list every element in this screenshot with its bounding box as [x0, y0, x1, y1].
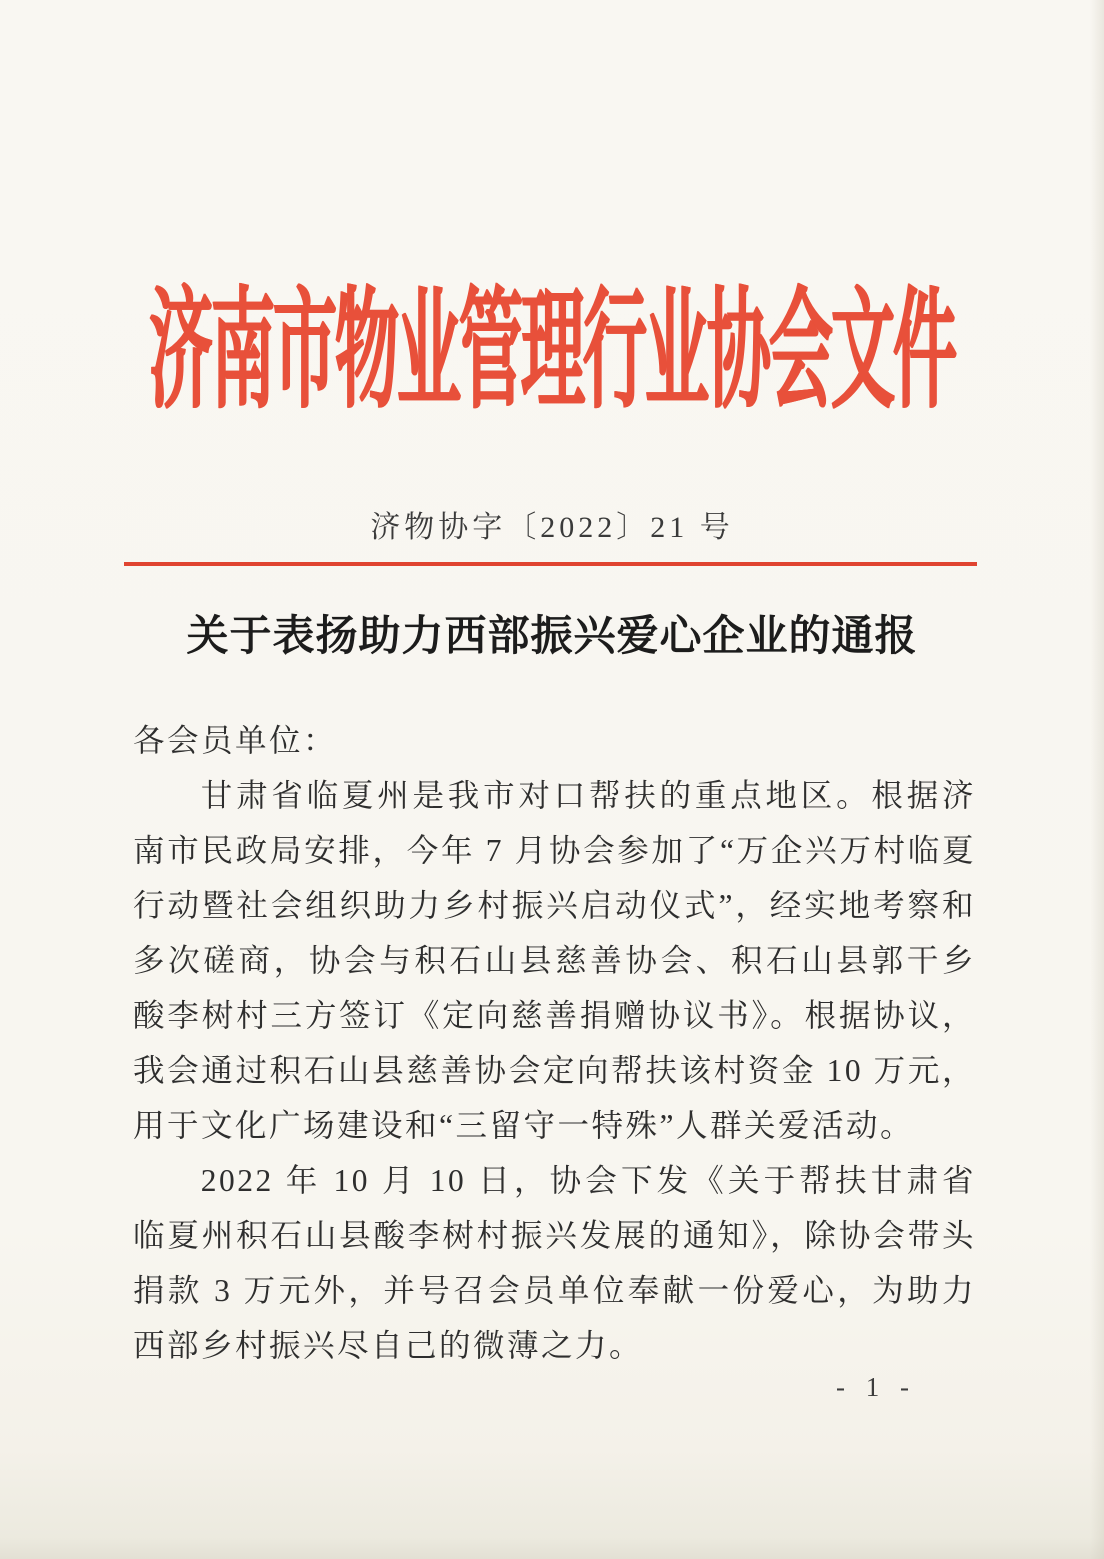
document-number: 济物协字〔2022〕21 号	[370, 511, 734, 544]
page-number: - 1 -	[836, 1372, 916, 1402]
red-masthead-title: 济南市物业管理行业协会文件	[149, 278, 955, 425]
document-body	[133, 713, 976, 1373]
body-paragraph-2: 2022 年 10 月 10 日，协会下发《关于帮扶甘肃省临夏州积石山县酸李树村振兴发展的通知》，除协会带头捐款 3 万元外，并号召会员单位奉献一份爱心，为助力西部乡村振兴尽自己的微薄之力。	[133, 1163, 976, 1363]
document-title: 关于表扬助力西部振兴爱心企业的通报	[186, 614, 918, 660]
red-divider-line	[124, 562, 977, 566]
salutation-line: 各会员单位：	[133, 723, 338, 758]
body-paragraph-1: 甘肃省临夏州是我市对口帮扶的重点地区。根据济南市民政局安排，今年 7 月协会参加了“万企兴万村临夏行动暨社会组织助力乡村振兴启动仪式”，经实地考察和多次磋商，协会与积石山县慈善协会、积石山县郭干乡酸李树村三方签订《定向慈善捐赠协议书》。根据协议，我会通过积石山县慈善协会定向帮扶该村资金 10 万元，用于文化广场建设和“三留守一特殊”人群关爱活动。	[133, 778, 976, 1143]
